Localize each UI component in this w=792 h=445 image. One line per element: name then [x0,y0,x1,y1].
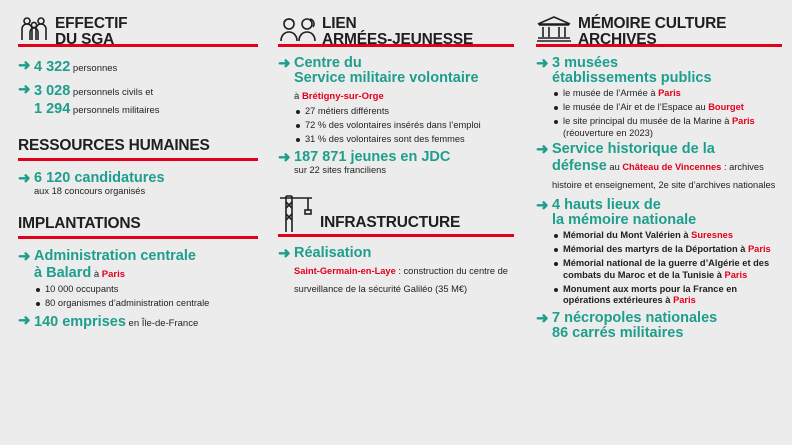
effectif-title-line1: EFFECTIF [55,15,128,32]
musees: ➜ 3 musées établissements publics le musée de l’Armée à Paris le musée de l’Air et de l’Espace au Bourget le site principal du musée de la Marine à Paris (réouverture en 2023) [536,56,782,139]
list-item: le site principal du musée de la Marine à Paris (réouverture en 2023) [552,116,782,139]
arrow-right-icon: ➜ [278,148,291,166]
section-rh-header [18,138,258,161]
effectif-total: ➜ 4 322 personnes [18,57,118,75]
hauts-lieux-list [552,230,782,307]
emprises: ➜ 140 emprises en Île-de-France [18,312,199,330]
necropoles: ➜ 7 nécropoles nationales 86 carrés militaires [536,309,718,341]
people-group-icon [18,16,50,42]
service-bullets [294,106,514,146]
list-item: 27 métiers différents [294,106,514,118]
young-people-icon [278,16,318,42]
infra-title: INFRASTRUCTURE [320,214,461,231]
rh-candidatures: ➜ 6 120 candidatures aux 18 concours organisés [18,170,165,196]
memoire-title-line1: MÉMOIRE CULTURE [578,15,727,32]
arrow-right-icon: ➜ [18,57,31,74]
arrow-right-icon: ➜ [536,55,549,72]
column-left [18,0,258,331]
arrow-right-icon: ➜ [278,245,291,262]
list-item: Mémorial national de la guerre d’Algérie et des combats du Maroc et de la Tunisie à Paris [552,258,782,281]
list-item: le musée de l’Air et de l’Espace au Bourget [552,102,782,114]
list-item: Mémorial des martyrs de la Déportation à Paris [552,244,782,256]
arrow-right-icon: ➜ [536,197,549,214]
section-effectif-header [18,0,258,47]
effectif-breakdown: ➜ 3 028 personnels civils et 1 294 personnels militaires [18,81,160,117]
section-infra-header [278,190,514,237]
jdc: ➜ 187 871 jeunes en JDC sur 22 sites franciliens [278,148,451,175]
list-item: 72 % des volontaires insérés dans l’emploi [294,120,514,132]
service-historique: ➜ Service historique de la défense au Château de Vincennes : archives histoire et enseignement, 2e site d’archives nationales [536,141,776,190]
lien-title-line2: ARMÉES-JEUNESSE [322,31,474,48]
arrow-right-icon: ➜ [18,312,31,329]
effectif-title-line2: DU SGA [55,31,115,48]
musees-list [552,88,782,139]
column-middle [278,0,514,297]
hauts-lieux: ➜ 4 hauts lieux de la mémoire nationale Mémorial du Mont Valérien à Suresnes Mémorial des martyrs de la Déportation à Paris Mémorial national de la guerre d’Algérie et des combats du Maroc et de la Tunisie à Paris Monument aux morts pour la France en opérations extérieures à Paris [536,198,782,307]
arrow-right-icon: ➜ [18,81,31,98]
list-item: le musée de l’Armée à Paris [552,88,782,100]
admin-bullets [34,284,258,310]
rh-title: RESSOURCES HUMAINES [18,137,210,154]
crane-icon [278,192,312,232]
list-item: 80 organismes d’administration centrale [34,298,258,310]
arrow-right-icon: ➜ [18,247,31,265]
section-memoire-header [536,0,782,47]
column-right [536,0,782,341]
lien-title-line1: LIEN [322,15,357,32]
arrow-right-icon: ➜ [536,309,549,327]
arrow-right-icon: ➜ [278,55,291,72]
arrow-right-icon: ➜ [536,141,549,158]
memoire-title-line2: ARCHIVES [578,31,657,48]
service-militaire: ➜ Centre du Service militaire volontaire à Brétigny-sur-Orge 27 métiers différents 72 % des volontaires insérés dans l’emploi 31 % des volontaires sont des femmes [278,56,514,146]
list-item: 31 % des volontaires sont des femmes [294,134,514,146]
arrow-right-icon: ➜ [18,170,31,187]
section-lien-header [278,0,514,47]
museum-building-icon [536,16,572,42]
admin-centrale: ➜ Administration centrale à Balard à Paris 10 000 occupants 80 organismes d’administration centrale [18,249,258,310]
list-item: 10 000 occupants [34,284,258,296]
section-implantations-header [18,216,258,239]
list-item: Monument aux morts pour la France en opérations extérieures à Paris [552,284,782,307]
list-item: Mémorial du Mont Valérien à Suresnes [552,230,782,242]
realisation: ➜ Réalisation Saint-Germain-en-Laye : construction du centre de surveillance de la sécurité Galiléo (35 M€) [278,245,508,294]
implantations-title: IMPLANTATIONS [18,214,141,232]
